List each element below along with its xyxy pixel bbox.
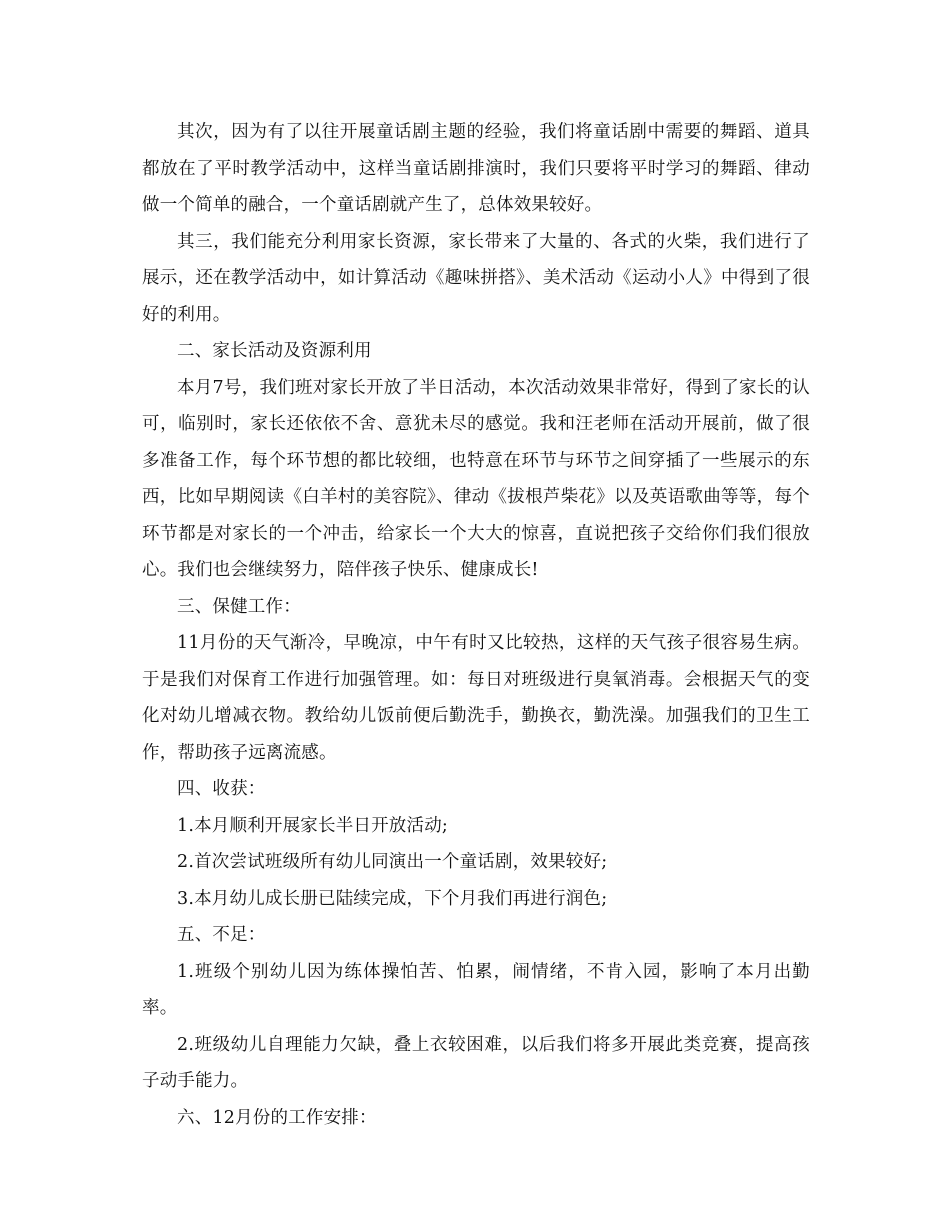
section-heading-achievements: 四、收获： [177,779,266,799]
document-body [142,114,810,1136]
section-heading-shortcomings: 五、不足： [177,925,266,945]
section-heading-december-plan: 六、12月份的工作安排： [177,1107,377,1128]
list-item-achievement-1: 1.本月顺利开展家长半日开放活动; [177,815,448,836]
list-item-achievement-3: 3.本月幼儿成长册已陆续完成，下个月我们再进行润色; [177,888,608,909]
section-heading-health-care: 三、保健工作： [177,596,301,617]
list-item-shortcoming-2: 2.班级幼儿自理能力欠缺，叠上衣较困难，以后我们将多开展此类竞赛，提高孩子动手能力。 [142,1034,810,1091]
list-item-achievement-2: 2.首次尝试班级所有幼儿同演出一个童话剧，效果较好; [177,852,608,872]
paragraph-parent-resources: 其三，我们能充分利用家长资源，家长带来了大量的、各式的火柴，我们进行了展示，还在教学活动中，如计算活动《趣味拼搭》、美术活动《运动小人》中得到了很好的利用。 [142,231,810,325]
paragraph-health-care: 11月份的天气渐冷，早晚凉，中午有时又比较热，这样的天气孩子很容易生病。于是我们对保育工作进行加强管理。如：每日对班级进行臭氧消毒。会根据天气的变化对幼儿增减衣物。教给幼儿饭前便后勤洗手，勤换衣，勤洗澡。加强我们的卫生工作，帮助孩子远离流感。 [142,633,810,763]
section-heading-parent-activities: 二、家长活动及资源利用 [177,341,372,361]
paragraph-open-day: 本月7号，我们班对家长开放了半日活动，本次活动效果非常好，得到了家长的认可，临别时，家长还依依不舍、意犹未尽的感觉。我和汪老师在活动开展前，做了很多准备工作，每个环节想的都比较细，也特意在环节与环节之间穿插了一些展示的东西，比如早期阅读《白羊村的美容院》、律动《拔根芦柴花》以及英语歌曲等等，每个环节都是对家长的一个冲击，给家长一个大大的惊喜，直说把孩子交给你们我们很放心。我们也会继续努力，陪伴孩子快乐、健康成长! [142,377,810,580]
paragraph-drama-experience: 其次，因为有了以往开展童话剧主题的经验，我们将童话剧中需要的舞蹈、道具都放在了平时教学活动中，这样当童话剧排演时，我们只要将平时学习的舞蹈、律动做一个简单的融合，一个童话剧就产生了，总体效果较好。 [142,122,810,215]
list-item-shortcoming-1: 1.班级个别幼儿因为练体操怕苦、怕累，闹情绪，不肯入园，影响了本月出勤率。 [142,961,810,1018]
